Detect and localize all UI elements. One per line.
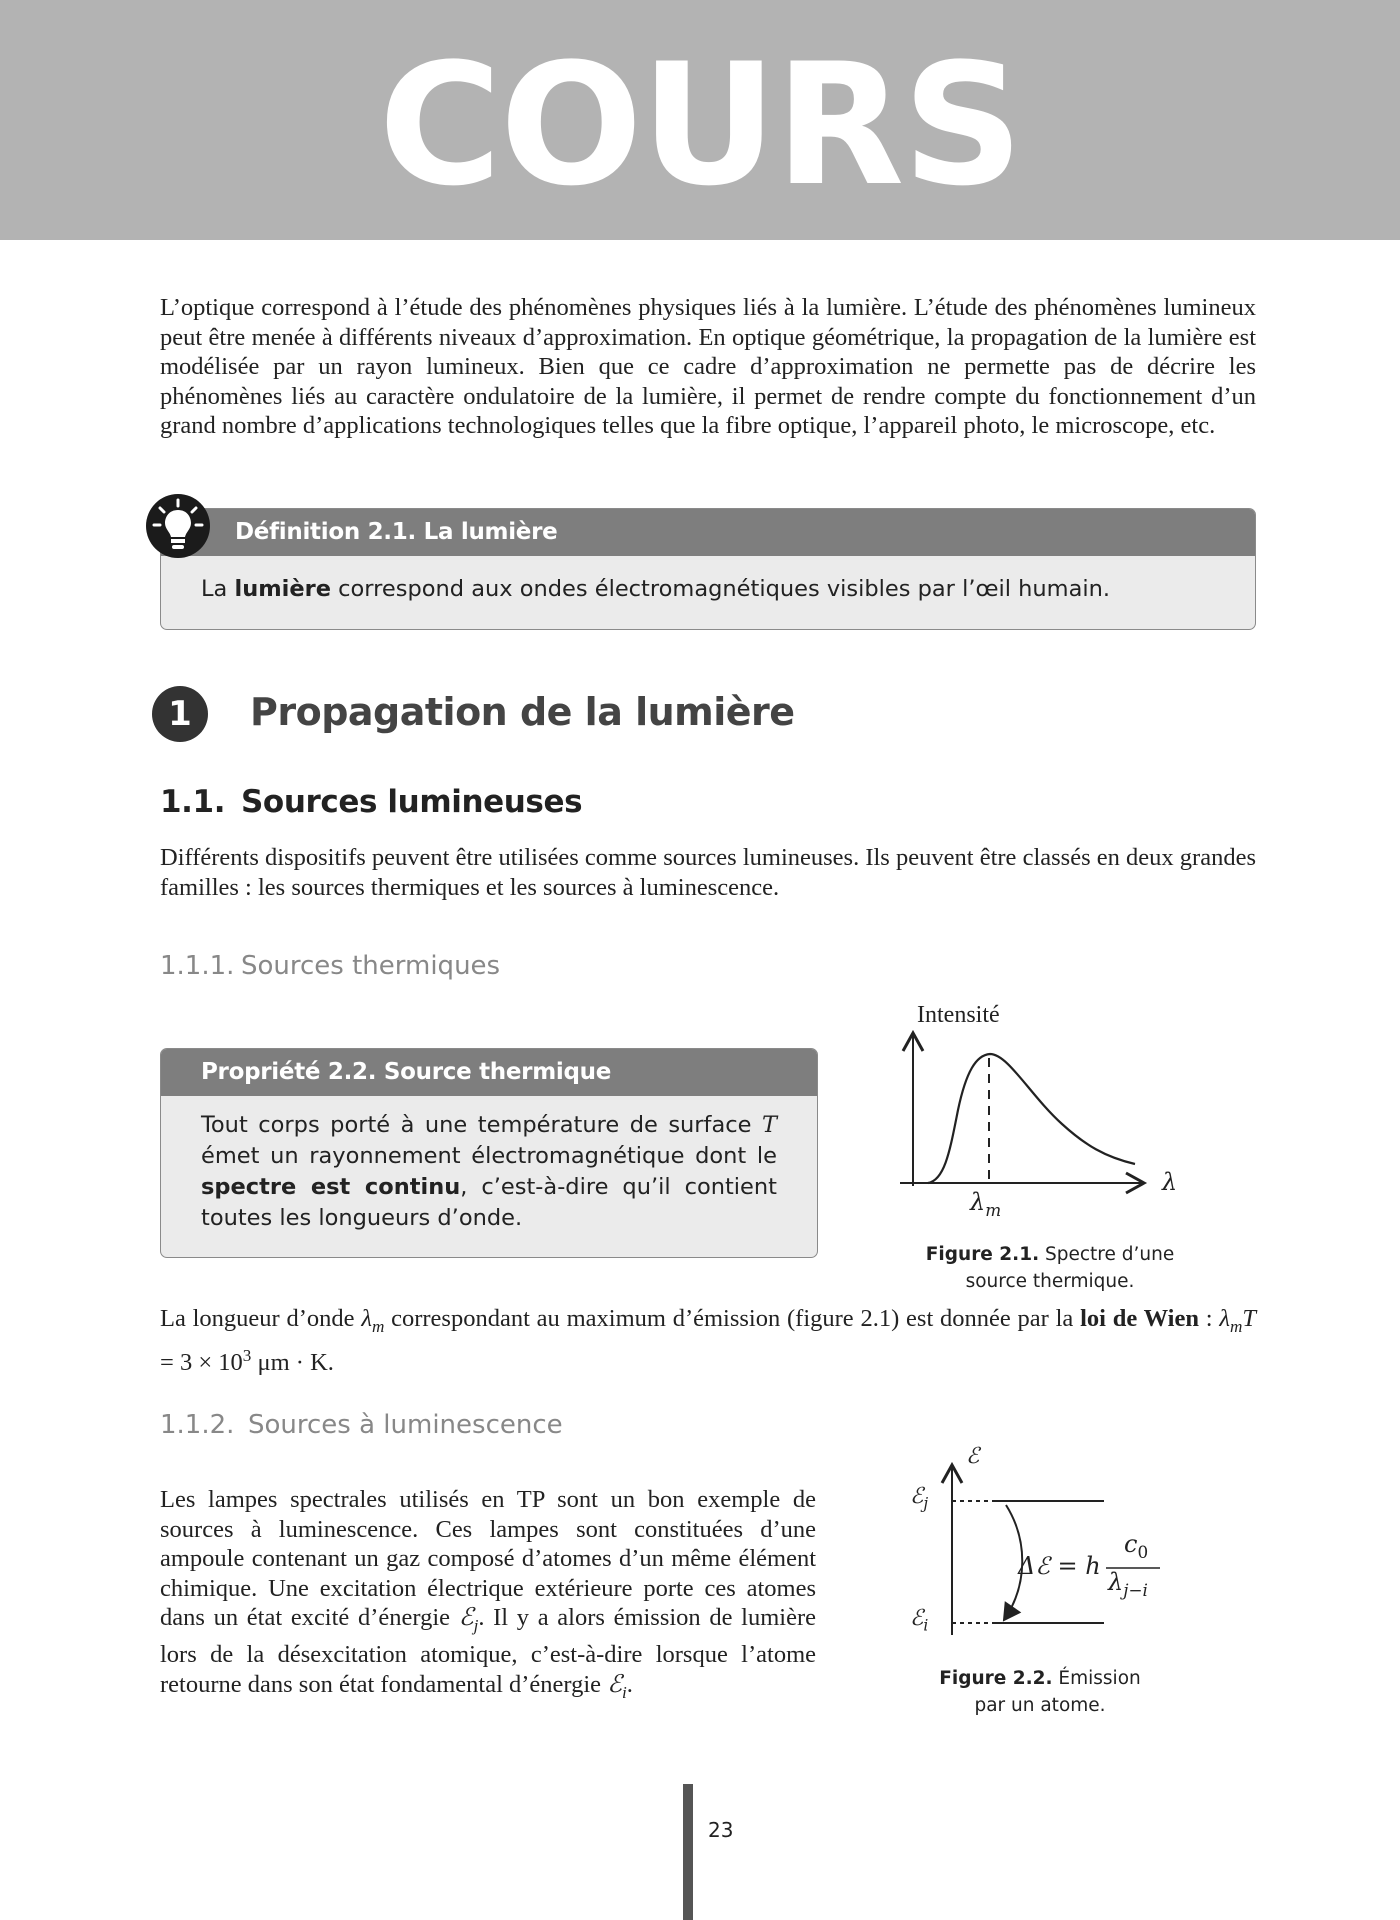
energy-excited: ℰ bbox=[458, 1604, 474, 1631]
peak-wavelength-label bbox=[970, 1188, 1001, 1220]
energy-axis-label: ℰ bbox=[966, 1444, 980, 1469]
definition-term: lumière bbox=[234, 576, 331, 602]
property-title: Propriété 2.2. Source thermique bbox=[161, 1049, 817, 1096]
section-number-badge: 1 bbox=[152, 686, 208, 742]
figure1-caption bbox=[900, 1241, 1200, 1295]
figure1-caption-label: Figure 2.1. bbox=[925, 1244, 1040, 1265]
level-low-label bbox=[910, 1606, 928, 1634]
wien-formula-t: T bbox=[1242, 1305, 1256, 1332]
property-text-pre: Tout corps porté à une température de surface bbox=[201, 1112, 762, 1138]
property-text-post: , c’est-à-dire qu’il contient toutes les longueurs d’onde. bbox=[201, 1174, 777, 1231]
definition-body bbox=[161, 556, 1255, 606]
luminescence-text-3: . bbox=[626, 1670, 633, 1698]
subsection-title: Sources lumineuses bbox=[241, 784, 583, 820]
lightbulb-icon bbox=[146, 494, 210, 558]
spectrum-curve bbox=[928, 1054, 1135, 1183]
figure1-caption-line1: Spectre d’une bbox=[1039, 1244, 1175, 1265]
footer-bar bbox=[683, 1784, 693, 1920]
wien-formula-unit: μm · K. bbox=[251, 1349, 334, 1377]
level-high-symbol: ℰ bbox=[910, 1484, 924, 1509]
definition-box bbox=[160, 508, 1256, 630]
level-high-label bbox=[910, 1484, 928, 1512]
wien-lambda: λ bbox=[361, 1305, 372, 1332]
property-body bbox=[161, 1096, 817, 1234]
subsubsection-title-2: Sources à luminescence bbox=[248, 1410, 563, 1440]
luminescence-text-1: Les lampes spectrales utilisés en TP sont un bon exemple de sources à luminescence. Ces lampes sont constituées d’une ampoule contenant un gaz composé d’atomes d’un même élément chimique. Une excitation électrique extérieure porte ces atomes dans un état excité d’énergie bbox=[160, 1486, 816, 1631]
property-box bbox=[160, 1048, 818, 1258]
sources-paragraph: Différents dispositifs peuvent être utilisées comme sources lumineuses. Ils peuvent être classés en deux grandes familles : les sources thermiques et les sources à luminescence. bbox=[160, 844, 1256, 901]
x-axis-label: λ bbox=[1162, 1168, 1178, 1196]
intro-paragraph: L’optique correspond à l’étude des phénomènes physiques liés à la lumière. L’étude des phénomènes lumineux peut être menée à différents niveaux d’approximation. En optique géométrique, la propagation de la lumière est modélisée par un rayon lumineux. Bien que ce cadre d’approximation ne permette pas de décrire les phénomènes liés au caractère ondulatoire de la lumière, il permet de rendre compte du fonctionnement d’un grand nombre d’applications technologiques telles que la fibre optique, l’appareil photo, le microscope, etc. bbox=[160, 294, 1256, 439]
level-low-sub: i bbox=[923, 1616, 929, 1635]
definition-text-post: correspond aux ondes électromagnétiques visibles par l’œil humain. bbox=[331, 576, 1111, 602]
y-axis-label: Intensité bbox=[917, 1002, 1000, 1028]
formula-c-sub: 0 bbox=[1137, 1541, 1149, 1562]
subsubsection-number: 1.1.1. bbox=[160, 951, 235, 981]
subsubsection-title: Sources thermiques bbox=[241, 951, 501, 981]
energy-ground-sub: i bbox=[622, 1682, 627, 1702]
energy-ground: ℰ bbox=[607, 1670, 623, 1698]
wien-paragraph bbox=[160, 1304, 1256, 1378]
figure2-caption-label: Figure 2.2. bbox=[939, 1668, 1053, 1689]
figure-atomic-emission bbox=[910, 1444, 1190, 1650]
energy-excited-sub: j bbox=[473, 1615, 479, 1635]
figure2-caption bbox=[890, 1665, 1190, 1719]
level-low-symbol: ℰ bbox=[910, 1606, 924, 1631]
wien-text-2: correspondant au maximum d’émission (figure 2.1) est donnée par la bbox=[384, 1305, 1081, 1332]
wien-lambda-sub: m bbox=[371, 1316, 385, 1336]
wien-law-name: loi de Wien bbox=[1080, 1305, 1199, 1332]
wien-formula-eq: = 3 × 10 bbox=[160, 1349, 243, 1377]
wien-formula-exp: 3 bbox=[242, 1346, 252, 1366]
wien-text-1: La longueur d’onde bbox=[160, 1305, 362, 1332]
wien-formula-lambda: λ bbox=[1219, 1305, 1230, 1332]
figure2-caption-line1: Émission bbox=[1052, 1668, 1141, 1689]
energy-formula-denominator bbox=[1108, 1568, 1148, 1600]
formula-c: c bbox=[1124, 1530, 1138, 1558]
property-text-mid: émet un rayonnement électromagnétique dont le bbox=[201, 1143, 777, 1169]
definition-title: Définition 2.1. La lumière bbox=[161, 509, 1255, 556]
peak-subscript: m bbox=[985, 1199, 1002, 1220]
chapter-banner bbox=[0, 0, 1400, 240]
formula-lambda: λ bbox=[1108, 1568, 1124, 1596]
figure2-caption-line2: par un atome. bbox=[974, 1695, 1106, 1716]
section-title: Propagation de la lumière bbox=[250, 690, 795, 734]
formula-lambda-sub: j−i bbox=[1123, 1579, 1148, 1600]
banner-title: COURS bbox=[378, 27, 1022, 223]
luminescence-text-2: . Il y a alors émission de lumière lors de la désexcitation atomique, c’est-à-dire lorsque l’atome retourne dans son état fondamental d’énergie bbox=[160, 1604, 817, 1698]
subsubsection-number-2: 1.1.2. bbox=[160, 1410, 235, 1440]
subsection-number: 1.1. bbox=[160, 784, 226, 820]
peak-lambda: λ bbox=[970, 1188, 986, 1216]
property-key-phrase: spectre est continu bbox=[201, 1174, 461, 1200]
definition-text-pre: La bbox=[201, 576, 235, 602]
figure-thermal-spectrum bbox=[890, 1000, 1200, 1230]
wien-formula-sub: m bbox=[1229, 1316, 1243, 1336]
page-number: 23 bbox=[708, 1818, 734, 1842]
energy-formula-lhs: Δℰ = h bbox=[1018, 1552, 1101, 1580]
luminescence-paragraph bbox=[160, 1485, 816, 1707]
level-high-sub: j bbox=[923, 1494, 929, 1513]
energy-formula-numerator bbox=[1124, 1530, 1148, 1562]
temperature-var: T bbox=[761, 1112, 777, 1138]
wien-text-3: : bbox=[1198, 1305, 1220, 1332]
figure1-caption-line2: source thermique. bbox=[965, 1271, 1135, 1292]
